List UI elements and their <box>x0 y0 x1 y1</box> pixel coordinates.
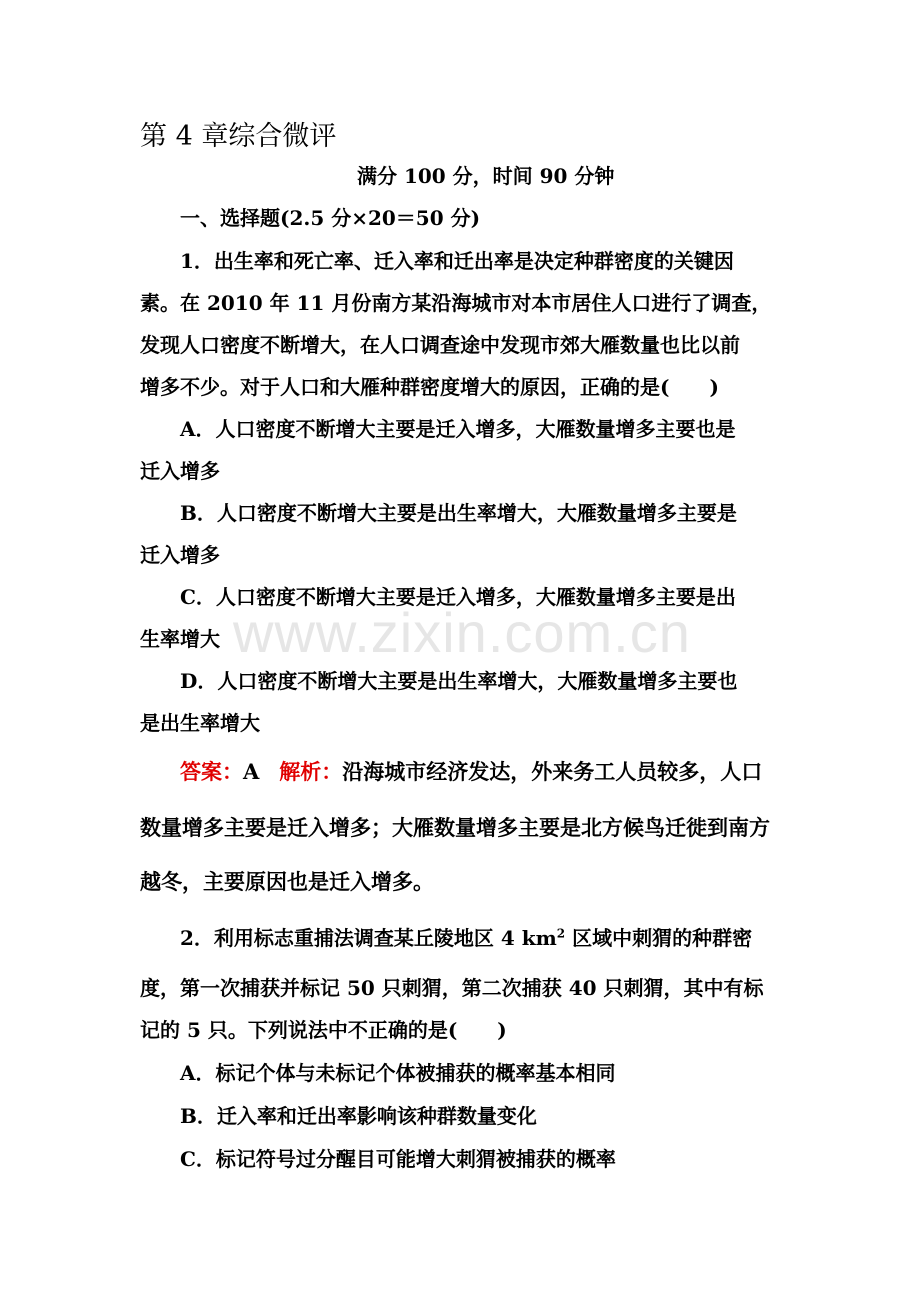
q1-analysis-line-3: 越冬，主要原因也是迁入增多。 <box>140 870 434 894</box>
q1-stem-line-2: 素。在 2010 年 11 月份南方某沿海城市对本市居住人口进行了调查， <box>140 291 772 315</box>
q1-answer-line <box>180 756 762 786</box>
q1-option-a-line-2: 迁入增多 <box>140 459 220 483</box>
q1-option-c-line-2: 生率增大 <box>140 627 220 651</box>
q2-stem-line-1-after: 区域中刺猬的种群密 <box>565 926 753 950</box>
q1-option-b-line-2: 迁入增多 <box>140 543 220 567</box>
q1-analysis-line-2: 数量增多主要是迁入增多；大雁数量增多主要是北方候鸟迁徙到南方 <box>140 816 770 840</box>
q2-option-c: C．标记符号过分醒目可能增大刺猬被捕获的概率 <box>180 1147 616 1171</box>
analysis-label: 解析： <box>279 760 343 784</box>
section-heading: 一、选择题(2.5 分×20＝50 分) <box>180 206 481 230</box>
q1-stem-line-3: 发现人口密度不断增大，在人口调查途中发现市郊大雁数量也比以前 <box>140 333 740 357</box>
q2-stem-line-1 <box>180 922 752 951</box>
answer-label: 答案： <box>180 760 243 784</box>
watermark: www.zixin.com.cn <box>233 601 691 664</box>
q2-stem-line-2: 度，第一次捕获并标记 50 只刺猬，第二次捕获 40 只刺猬，其中有标 <box>140 976 764 1000</box>
q1-option-c-line-1: C．人口密度不断增大主要是迁入增多，大雁数量增多主要是出 <box>180 585 736 609</box>
q2-option-b: B．迁入率和迁出率影响该种群数量变化 <box>180 1104 537 1128</box>
exam-subtitle: 满分 100 分，时间 90 分钟 <box>357 164 615 188</box>
q1-stem-line-4: 增多不少。对于人口和大雁种群密度增大的原因，正确的是( ) <box>140 375 719 399</box>
q1-stem-line-1: 1．出生率和死亡率、迁入率和迁出率是决定种群密度的关键因 <box>180 249 734 273</box>
analysis-text-line-1: 沿海城市经济发达，外来务工人员较多，人口 <box>342 760 763 784</box>
q2-option-a: A．标记个体与未标记个体被捕获的概率基本相同 <box>180 1061 616 1085</box>
q1-option-d-line-1: D．人口密度不断增大主要是出生率增大，大雁数量增多主要也 <box>180 669 738 693</box>
chapter-title: 第 4 章综合微评 <box>140 121 337 152</box>
q2-stem-superscript: 2 <box>556 926 566 941</box>
q1-option-a-line-1: A．人口密度不断增大主要是迁入增多，大雁数量增多主要也是 <box>180 417 736 441</box>
q1-option-d-line-2: 是出生率增大 <box>140 711 260 735</box>
q2-stem-line-1-before: 2．利用标志重捕法调查某丘陵地区 4 km <box>180 926 557 950</box>
answer-value: A <box>243 759 260 784</box>
q2-stem-line-3: 记的 5 只。下列说法中不正确的是( ) <box>140 1018 507 1042</box>
q1-option-b-line-1: B．人口密度不断增大主要是出生率增大，大雁数量增多主要是 <box>180 501 737 525</box>
